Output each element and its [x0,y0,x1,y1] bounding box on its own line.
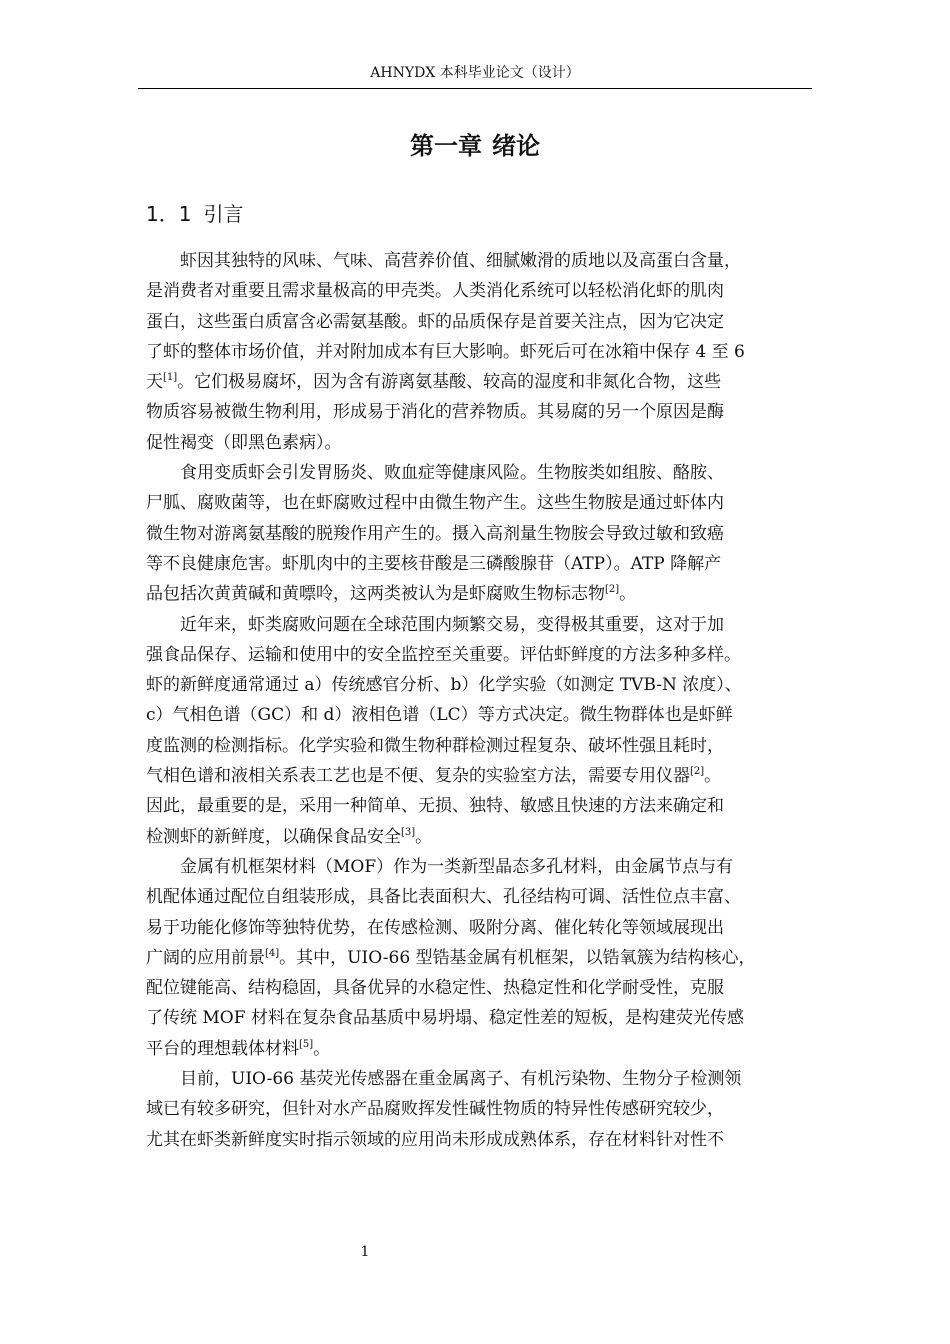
paragraph-line [146,943,810,973]
line-text-after: 。它们极易腐坏，因为含有游离氨基酸、较高的湿度和非氮化合物，这些 [177,372,722,393]
paragraph [146,246,810,458]
paragraph [146,610,810,852]
paragraph-line [146,822,810,852]
paragraph-line [146,246,810,276]
paragraph-line [146,700,810,730]
line-text-after: 。 [619,584,637,605]
line-text: 目前，UIO-66 基荧光传感器在重金属离子、有机污染物、生物分子检测领 [180,1069,742,1090]
line-text: 品包括次黄黄碱和黄嘌呤，这两类被认为是虾腐败生物标志物 [146,584,605,605]
page-number: 1 [360,1244,370,1260]
line-text: 了虾的整体市场价值，并对附加成本有巨大影响。虾死后可在冰箱中保存 4 至 6 [146,341,745,362]
line-text: 机配体通过配位自组装形成，具备比表面积大、孔径结构可调、活性位点丰富、 [146,887,741,908]
section-number: 1．1 [146,202,192,226]
line-text-after: 。 [415,826,433,847]
paragraph-line [146,549,810,579]
paragraph [146,852,810,1064]
line-text: 检测虾的新鲜度，以确保食品安全 [146,826,401,847]
paragraph-line [146,337,810,367]
line-text: 度监测的检测指标。化学实验和微生物种群检测过程复杂、破坏性强且耗时， [146,735,724,756]
line-text: 强食品保存、运输和使用中的安全监控至关重要。评估虾鲜度的方法多种多样。 [146,644,741,665]
line-text: 虾因其独特的风味、气味、高营养价值、细腻嫩滑的质地以及高蛋白含量， [180,251,741,271]
paragraph-line [146,488,810,518]
line-text: 食用变质虾会引发胃肠炎、败血症等健康风险。生物胺类如组胺、酪胺、 [180,463,724,484]
paragraph-line [146,519,810,549]
line-text-after: 。其中，UIO-66 型锆基金属有机框架，以锆氧簇为结构核心， [279,947,756,968]
line-text: 了传统 MOF 材料在复杂食品基质中易坍塌、稳定性差的短板，是构建荧光传感 [146,1008,744,1029]
line-text: 促性褐变（即黑色素病）。 [146,432,342,453]
paragraph-line [146,610,810,640]
line-text-after: 。 [704,766,722,787]
line-text: 广阔的应用前景 [146,947,265,968]
line-text: 等不良健康危害。虾肌肉中的主要核苷酸是三磷酸腺苷（ATP）。ATP 降解产 [146,553,722,574]
paragraph-line [146,579,810,609]
paragraph-line [146,1034,810,1064]
line-text: 因此，最重要的是，采用一种简单、无损、独特、敏感且快速的方法来确定和 [146,796,724,817]
paragraph [146,1064,810,1155]
line-text: 蛋白，这些蛋白质富含必需氨基酸。虾的品质保存是首要关注点，因为它决定 [146,311,724,332]
paragraph-line [146,307,810,337]
line-text: 物质容易被微生物利用，形成易于消化的营养物质。其易腐的另一个原因是酶 [146,402,724,423]
line-text: 平台的理想载体材料 [146,1038,299,1059]
chapter-name: 绪论 [492,132,540,160]
citation-ref: [5] [299,1038,314,1050]
citation-ref: [3] [401,826,416,838]
line-text: 微生物对游离氨基酸的脱羧作用产生的。摄入高剂量生物胺会导致过敏和致癌 [146,523,724,544]
line-text: 是消费者对重要且需求量极高的甲壳类。人类消化系统可以轻松消化虾的肌肉 [146,281,724,302]
line-text: 气相色谱和液相关系表工艺也是不便、复杂的实验室方法，需要专用仪器 [146,766,690,787]
line-text: 配位键能高、结构稳固，具备优异的水稳定性、热稳定性和化学耐受性，克服 [146,978,724,999]
line-text: 近年来，虾类腐败问题在全球范围内频繁交易，变得极其重要，这对于加 [180,614,724,635]
line-text: 尤其在虾类新鲜度实时指示领域的应用尚未形成成熟体系，存在材料针对性不 [146,1129,724,1150]
paragraph-line [146,640,810,670]
paragraph-line [146,852,810,882]
line-text: 易于功能化修饰等独特优势，在传感检测、吸附分离、催化转化等领域展现出 [146,917,724,938]
body-text [146,246,810,1155]
paragraph [146,458,810,609]
line-text: 金属有机框架材料（MOF）作为一类新型晶态多孔材料，由金属节点与有 [180,856,734,877]
paragraph-line [146,1064,810,1094]
paragraph-line [146,791,810,821]
paragraph-line [146,913,810,943]
citation-ref: [4] [265,947,280,959]
line-text: c）气相色谱（GC）和 d）液相色谱（LC）等方式决定。微生物群体也是虾鲜 [146,705,733,726]
paragraph-line [146,1125,810,1155]
line-text: 域已有较多研究，但针对水产品腐败挥发性碱性物质的特异性传感研究较少， [146,1099,724,1120]
line-text: 天 [146,372,163,393]
paragraph-line [146,367,810,397]
line-text: 虾的新鲜度通常通过 a）传统感官分析、b）化学实验（如测定 TVB-N 浓度）、 [146,675,742,696]
citation-ref: [2] [605,584,620,596]
citation-ref: [1] [163,372,178,384]
chapter-title [0,128,950,164]
citation-ref: [2] [690,766,705,778]
chapter-number: 第一章 [410,132,482,160]
paragraph-line [146,731,810,761]
paragraph-line [146,882,810,912]
paragraph-line [146,670,810,700]
paragraph-line [146,397,810,427]
paragraph-line [146,276,810,306]
paragraph-line [146,458,810,488]
section-title: 引言 [203,202,244,226]
paragraph-line [146,1094,810,1124]
paragraph-line [146,1003,810,1033]
line-text-after: 。 [313,1038,331,1059]
section-heading [146,197,243,231]
paragraph-line [146,428,810,458]
paragraph-line [146,973,810,1003]
line-text: 尸胍、腐败菌等，也在虾腐败过程中由微生物产生。这些生物胺是通过虾体内 [146,493,724,514]
page-header: AHNYDX 本科毕业论文（设计） [138,62,812,89]
paragraph-line [146,761,810,791]
